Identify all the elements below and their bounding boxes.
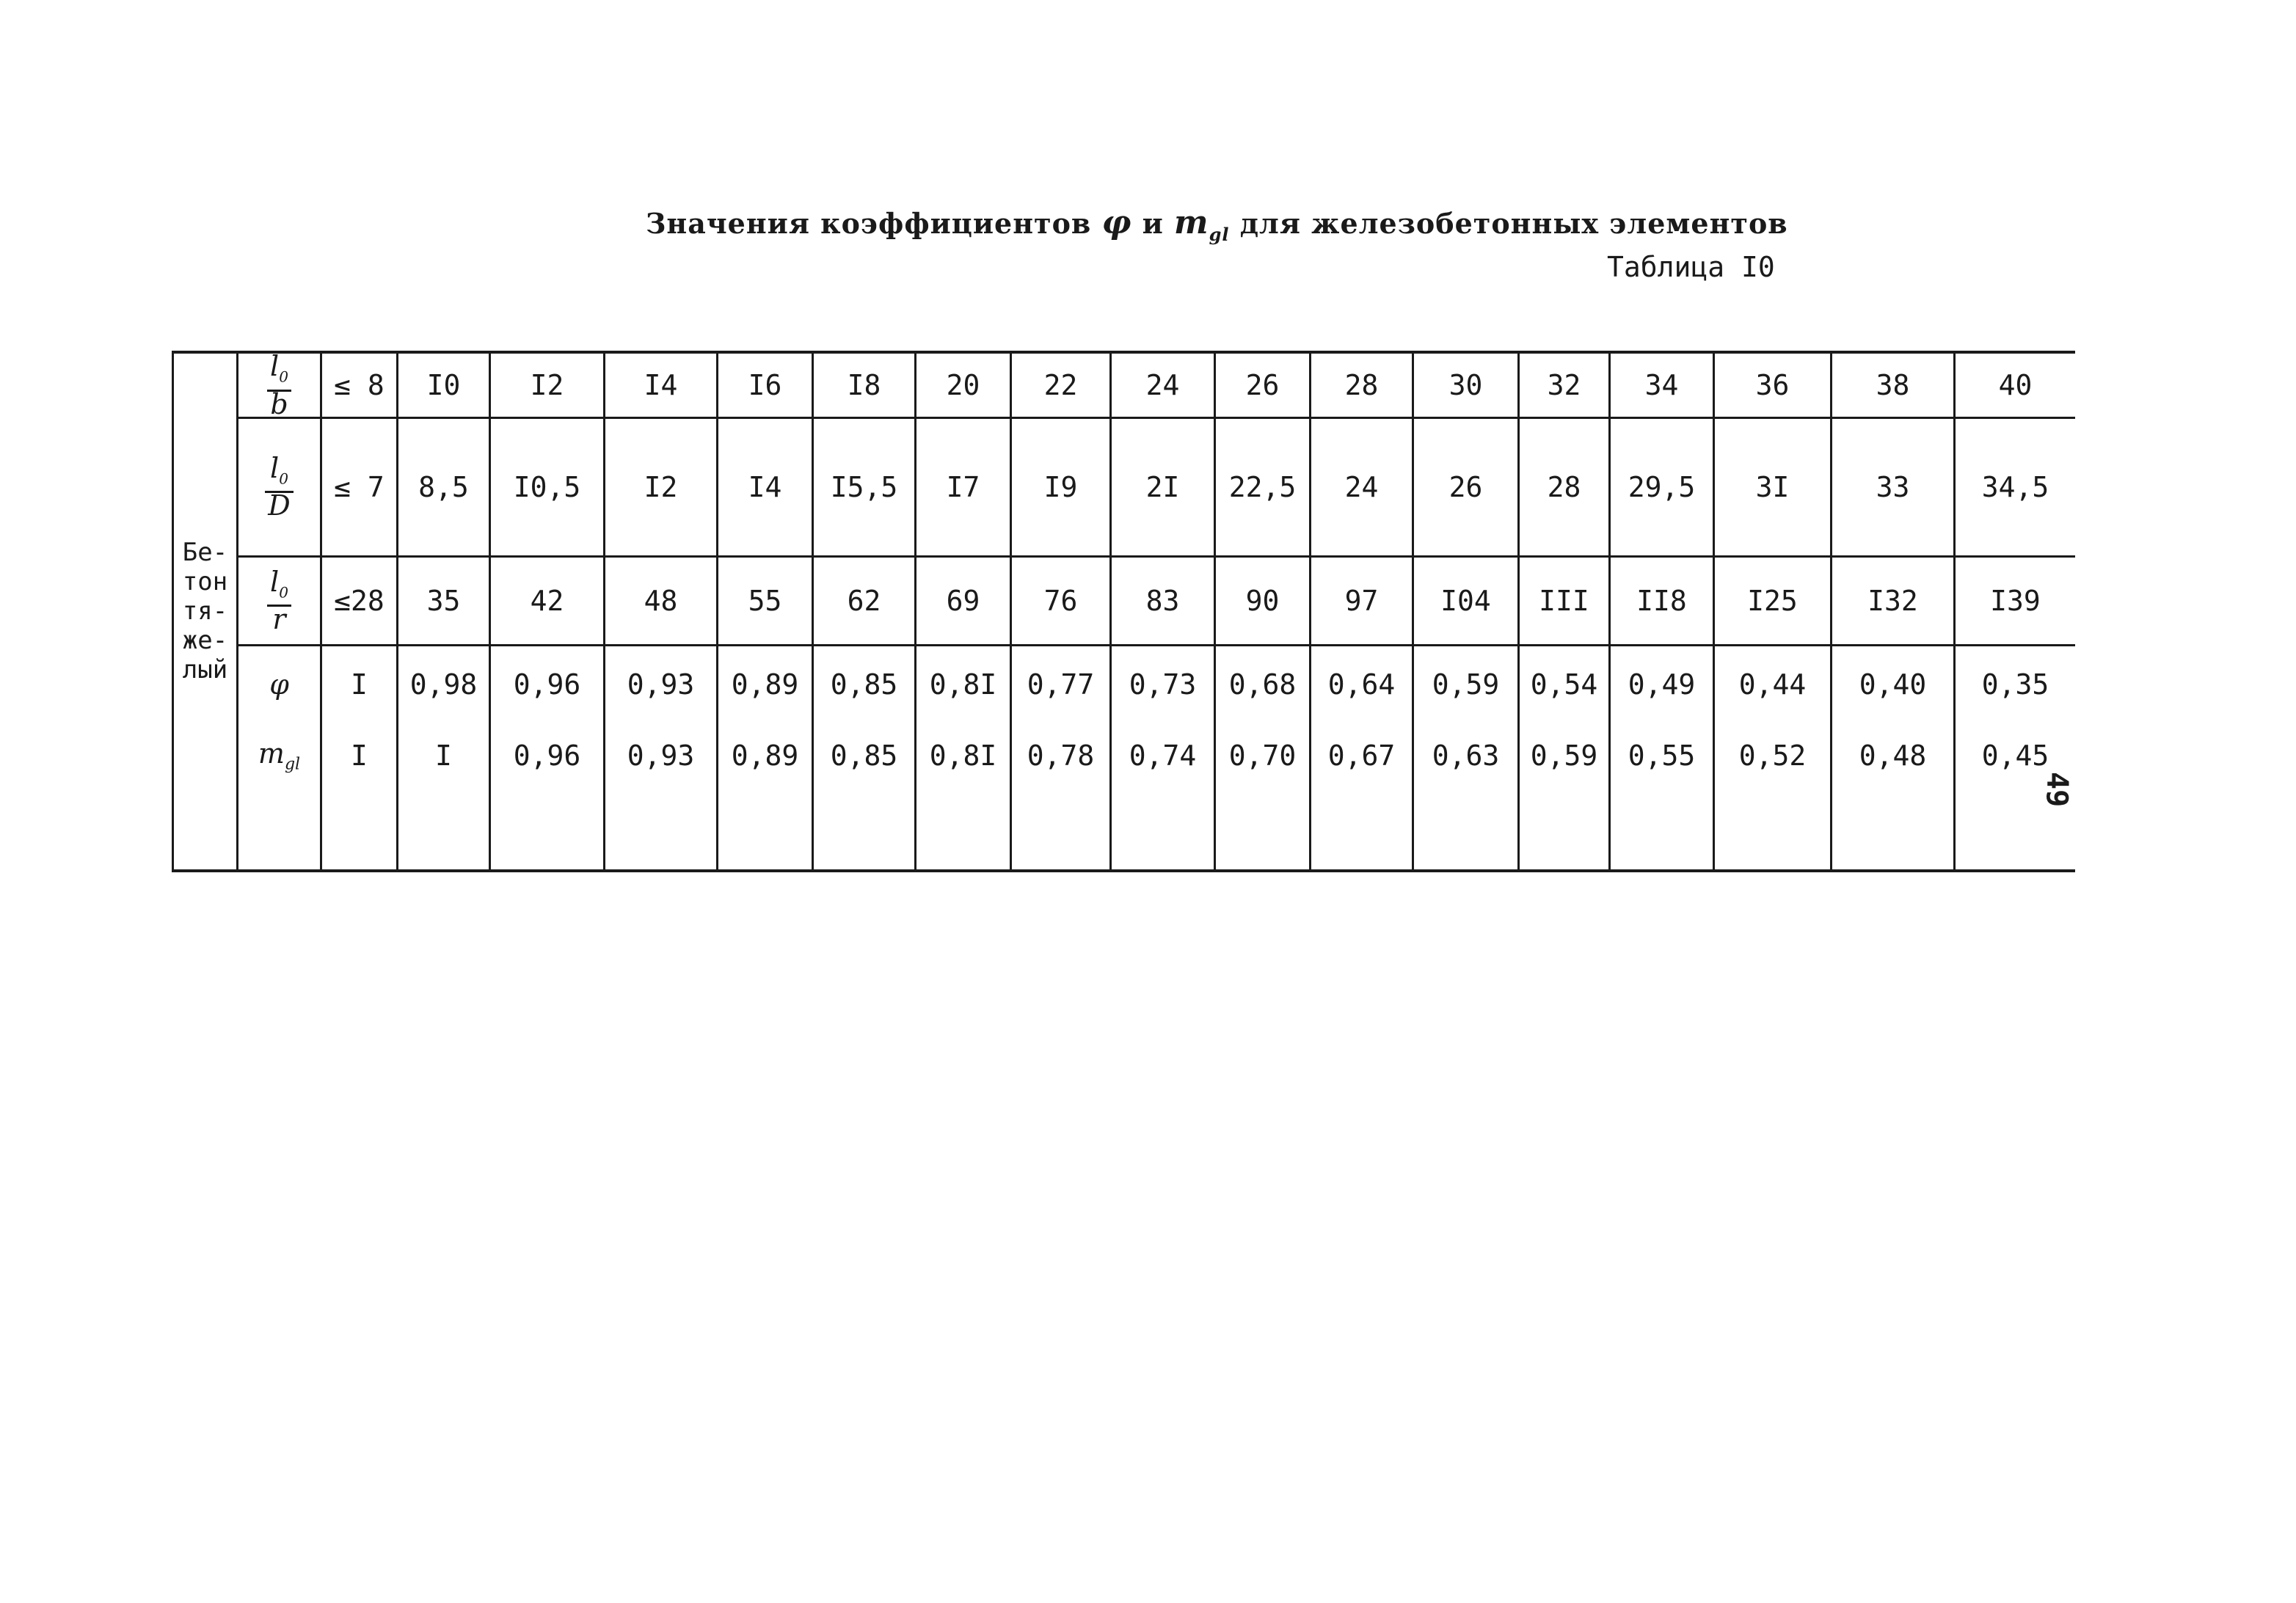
empty-cell [1955,789,2076,871]
table-cell: 0,93 [605,645,718,723]
table-cell: 0,67 [1311,723,1413,789]
table-cell: 28 [1519,417,1610,556]
table-cell: 8,5 [398,417,490,556]
table-cell: 0,54 [1519,645,1610,723]
table-cell: 0,89 [718,645,813,723]
empty-cell [605,789,718,871]
table-cell: ≤28 [321,556,398,645]
table-cell: 0,93 [605,723,718,789]
table-cell: 76 [1011,556,1111,645]
table-cell: 0,45 [1955,723,2076,789]
table-cell: 48 [605,556,718,645]
table-cell: 0,8I [916,645,1011,723]
row-l0-r [173,556,2076,645]
table-cell: 55 [718,556,813,645]
table-cell: I [398,723,490,789]
table-cell: I32 [1832,556,1955,645]
table-cell: I2 [605,417,718,556]
table-cell: 0,40 [1832,645,1955,723]
table-cell: 0,78 [1011,723,1111,789]
title-tail: для железобетонных элементов [1239,207,1788,240]
table-cell: 20 [916,352,1011,417]
table-cell: 2I [1111,417,1215,556]
table-cell: I [321,645,398,723]
empty-cell [1215,789,1311,871]
l0-over-b-symbol: $\frac{l_0}{b}$ [238,352,321,417]
coefficient-table [172,351,2075,872]
row-bottom-spacer [173,789,2076,871]
table-cell: 0,96 [490,645,605,723]
m-gl-row-symbol: $m_{gl}$ [238,723,321,789]
table-cell: 90 [1215,556,1311,645]
empty-cell [1610,789,1714,871]
table-cell: ≤ 7 [321,417,398,556]
table-cell: I2 [490,352,605,417]
row-l0-d [173,417,2076,556]
table-cell: 28 [1311,352,1413,417]
table-cell: 22 [1011,352,1111,417]
table-cell: 22,5 [1215,417,1311,556]
table-cell: 38 [1832,352,1955,417]
row-m-gl [173,723,2076,789]
table-cell: 0,77 [1011,645,1111,723]
concrete-type-label: Бе- тон тя- же- лый [173,352,238,871]
table-cell: 0,8I [916,723,1011,789]
empty-cell [238,789,321,871]
row-l0-b [173,352,2076,417]
table-cell: 0,74 [1111,723,1215,789]
table-cell: 34,5 [1955,417,2076,556]
table-cell: 30 [1413,352,1519,417]
table-cell: III [1519,556,1610,645]
table-cell: 0,64 [1311,645,1413,723]
table-cell: I0 [398,352,490,417]
table-cell: ≤ 8 [321,352,398,417]
l0-over-d-symbol: $\frac{l_0}{D}$ [238,417,321,556]
table-cell: 26 [1215,352,1311,417]
empty-cell [1832,789,1955,871]
table-cell: 29,5 [1610,417,1714,556]
table-cell: 0,96 [490,723,605,789]
row-phi [173,645,2076,723]
table-cell: 36 [1714,352,1832,417]
empty-cell [1311,789,1413,871]
table-cell: 0,48 [1832,723,1955,789]
table-cell: 33 [1832,417,1955,556]
table-cell: 0,68 [1215,645,1311,723]
empty-cell [490,789,605,871]
table-cell: 0,85 [813,723,916,789]
empty-cell [1413,789,1519,871]
table-cell: 0,73 [1111,645,1215,723]
table-cell: 0,85 [813,645,916,723]
table-cell: I4 [605,352,718,417]
table-cell: I5,5 [813,417,916,556]
table-cell: I25 [1714,556,1832,645]
table-cell: 0,35 [1955,645,2076,723]
table-cell: 0,44 [1714,645,1832,723]
title-conjunction: и [1142,207,1175,240]
table-cell: 0,55 [1610,723,1714,789]
table-cell: 0,89 [718,723,813,789]
empty-cell [916,789,1011,871]
table-cell: I4 [718,417,813,556]
empty-cell [321,789,398,871]
phi-row-symbol: φ [238,645,321,723]
table-cell: 0,98 [398,645,490,723]
l0-over-r-symbol: $\frac{l_0}{r}$ [238,556,321,645]
table-cell: 35 [398,556,490,645]
table-title [646,204,1788,245]
table-cell: 0,59 [1519,723,1610,789]
table-cell: 69 [916,556,1011,645]
empty-cell [813,789,916,871]
empty-cell [1714,789,1832,871]
m-symbol: $m_{gl}$ [1174,204,1230,245]
phi-symbol: φ [1101,204,1132,241]
table-cell: II8 [1610,556,1714,645]
table-cell: 24 [1111,352,1215,417]
table-cell: I04 [1413,556,1519,645]
title-text: Значения коэффициентов [646,207,1092,240]
table-cell: I6 [718,352,813,417]
table-cell: 34 [1610,352,1714,417]
table-cell: I [321,723,398,789]
table-cell: I8 [813,352,916,417]
table-cell: 0,52 [1714,723,1832,789]
empty-cell [1519,789,1610,871]
table-cell: I0,5 [490,417,605,556]
table-cell: 62 [813,556,916,645]
table-cell: 42 [490,556,605,645]
page-number: 49 [2040,772,2074,808]
table-cell: 83 [1111,556,1215,645]
empty-cell [1011,789,1111,871]
table-cell: I7 [916,417,1011,556]
table-cell: 97 [1311,556,1413,645]
table-cell: 0,59 [1413,645,1519,723]
table-cell: 32 [1519,352,1610,417]
empty-cell [1111,789,1215,871]
table-cell: 0,49 [1610,645,1714,723]
table-cell: 0,63 [1413,723,1519,789]
table-cell: 26 [1413,417,1519,556]
table-cell: 40 [1955,352,2076,417]
table-cell: 3I [1714,417,1832,556]
empty-cell [718,789,813,871]
table-cell: 0,70 [1215,723,1311,789]
table-cell: 24 [1311,417,1413,556]
empty-cell [398,789,490,871]
table-cell: I39 [1955,556,2076,645]
table-caption: Таблица I0 [1607,251,1775,283]
table-cell: I9 [1011,417,1111,556]
